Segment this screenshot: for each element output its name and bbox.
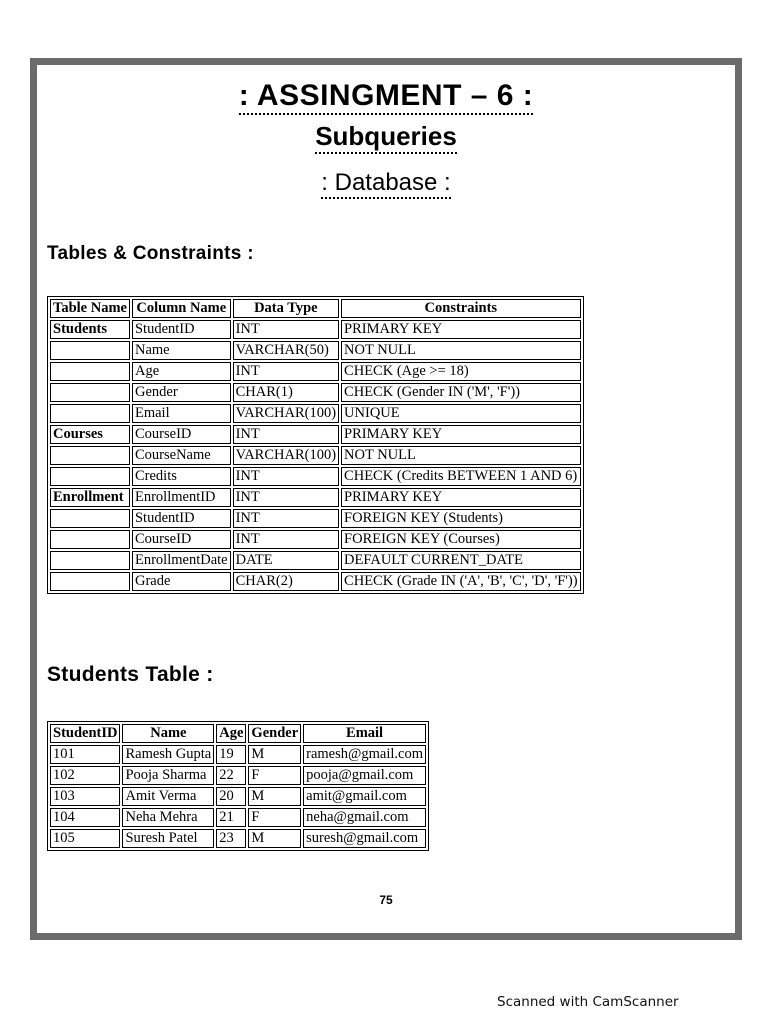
column-header: Email: [303, 724, 426, 743]
table-row: [50, 341, 581, 360]
table-cell: [50, 467, 130, 486]
column-header: StudentID: [50, 724, 120, 743]
table-cell: CHAR(1): [233, 383, 339, 402]
table-cell: [50, 404, 130, 423]
table-cell: VARCHAR(100): [233, 404, 339, 423]
header-row: [50, 724, 426, 743]
table-cell: 102: [50, 766, 120, 785]
table-cell: EnrollmentID: [132, 488, 231, 507]
column-header: Data Type: [233, 299, 339, 318]
table-cell: Courses: [50, 425, 130, 444]
table-row: [50, 425, 581, 444]
table-cell: CourseID: [132, 425, 231, 444]
page-number: 75: [379, 893, 393, 907]
table-cell: M: [248, 787, 301, 806]
table-row: [50, 362, 581, 381]
table-cell: FOREIGN KEY (Courses): [341, 530, 581, 549]
table-row: [50, 320, 581, 339]
table-cell: [50, 446, 130, 465]
table-row: [50, 808, 426, 827]
table-cell: EnrollmentDate: [132, 551, 231, 570]
table-cell: PRIMARY KEY: [341, 488, 581, 507]
table-cell: INT: [233, 509, 339, 528]
table-cell: CourseID: [132, 530, 231, 549]
scanner-watermark: Scanned with CamScanner: [497, 994, 679, 1010]
table-row: [50, 509, 581, 528]
students-table: [47, 721, 429, 851]
table-cell: M: [248, 745, 301, 764]
table-row: [50, 829, 426, 848]
table-cell: [50, 383, 130, 402]
column-header: Constraints: [341, 299, 581, 318]
table-cell: suresh@gmail.com: [303, 829, 426, 848]
table-cell: INT: [233, 467, 339, 486]
table-cell: Amit Verma: [122, 787, 214, 806]
table-cell: DATE: [233, 551, 339, 570]
page-frame: [30, 58, 742, 940]
table-cell: pooja@gmail.com: [303, 766, 426, 785]
table-cell: Pooja Sharma: [122, 766, 214, 785]
table-cell: Ramesh Gupta: [122, 745, 214, 764]
table-cell: Gender: [132, 383, 231, 402]
table-cell: 20: [216, 787, 246, 806]
table-cell: 105: [50, 829, 120, 848]
table-row: [50, 488, 581, 507]
table-cell: [50, 341, 130, 360]
table-cell: CHECK (Gender IN ('M', 'F')): [341, 383, 581, 402]
table-row: [50, 446, 581, 465]
column-header: Gender: [248, 724, 301, 743]
assignment-title: : ASSINGMENT – 6 :: [37, 79, 735, 113]
table-cell: F: [248, 766, 301, 785]
table-cell: CHECK (Credits BETWEEN 1 AND 6): [341, 467, 581, 486]
header-row: [50, 299, 581, 318]
table-row: [50, 467, 581, 486]
column-header: Age: [216, 724, 246, 743]
table-cell: M: [248, 829, 301, 848]
table-cell: Suresh Patel: [122, 829, 214, 848]
section-heading-students-table: Students Table :: [47, 663, 214, 686]
table-cell: ramesh@gmail.com: [303, 745, 426, 764]
table-row: [50, 572, 581, 591]
table-cell: F: [248, 808, 301, 827]
table-cell: CHECK (Grade IN ('A', 'B', 'C', 'D', 'F')): [341, 572, 581, 591]
table-cell: DEFAULT CURRENT_DATE: [341, 551, 581, 570]
table-row: [50, 787, 426, 806]
table-row: [50, 404, 581, 423]
table-cell: PRIMARY KEY: [341, 320, 581, 339]
table-cell: Email: [132, 404, 231, 423]
table-cell: amit@gmail.com: [303, 787, 426, 806]
table-row: [50, 766, 426, 785]
table-cell: 22: [216, 766, 246, 785]
table-cell: INT: [233, 320, 339, 339]
constraints-table: [47, 296, 584, 594]
table-cell: CourseName: [132, 446, 231, 465]
table-cell: 103: [50, 787, 120, 806]
table-row: [50, 745, 426, 764]
section-heading-tables-constraints: Tables & Constraints :: [47, 243, 254, 264]
table-row: [50, 383, 581, 402]
table-cell: VARCHAR(100): [233, 446, 339, 465]
table-cell: Grade: [132, 572, 231, 591]
table-cell: Credits: [132, 467, 231, 486]
table-cell: 19: [216, 745, 246, 764]
table-cell: 104: [50, 808, 120, 827]
column-header: Table Name: [50, 299, 130, 318]
column-header: Column Name: [132, 299, 231, 318]
table-cell: 101: [50, 745, 120, 764]
table-cell: FOREIGN KEY (Students): [341, 509, 581, 528]
database-heading: : Database :: [37, 169, 735, 197]
table-row: [50, 551, 581, 570]
table-cell: StudentID: [132, 320, 231, 339]
table-cell: INT: [233, 530, 339, 549]
table-cell: INT: [233, 362, 339, 381]
table-cell: Students: [50, 320, 130, 339]
table-cell: Enrollment: [50, 488, 130, 507]
table-cell: UNIQUE: [341, 404, 581, 423]
table-cell: NOT NULL: [341, 341, 581, 360]
table-cell: Neha Mehra: [122, 808, 214, 827]
table-cell: NOT NULL: [341, 446, 581, 465]
table-cell: INT: [233, 425, 339, 444]
table-cell: [50, 572, 130, 591]
table-cell: Name: [132, 341, 231, 360]
table-cell: 23: [216, 829, 246, 848]
table-cell: StudentID: [132, 509, 231, 528]
table-cell: Age: [132, 362, 231, 381]
table-cell: [50, 509, 130, 528]
table-cell: INT: [233, 488, 339, 507]
subtitle: Subqueries: [37, 121, 735, 152]
table-cell: [50, 551, 130, 570]
table-cell: CHECK (Age >= 18): [341, 362, 581, 381]
table-cell: [50, 362, 130, 381]
table-cell: neha@gmail.com: [303, 808, 426, 827]
table-row: [50, 530, 581, 549]
table-cell: PRIMARY KEY: [341, 425, 581, 444]
table-cell: 21: [216, 808, 246, 827]
column-header: Name: [122, 724, 214, 743]
table-cell: CHAR(2): [233, 572, 339, 591]
table-cell: [50, 530, 130, 549]
table-cell: VARCHAR(50): [233, 341, 339, 360]
